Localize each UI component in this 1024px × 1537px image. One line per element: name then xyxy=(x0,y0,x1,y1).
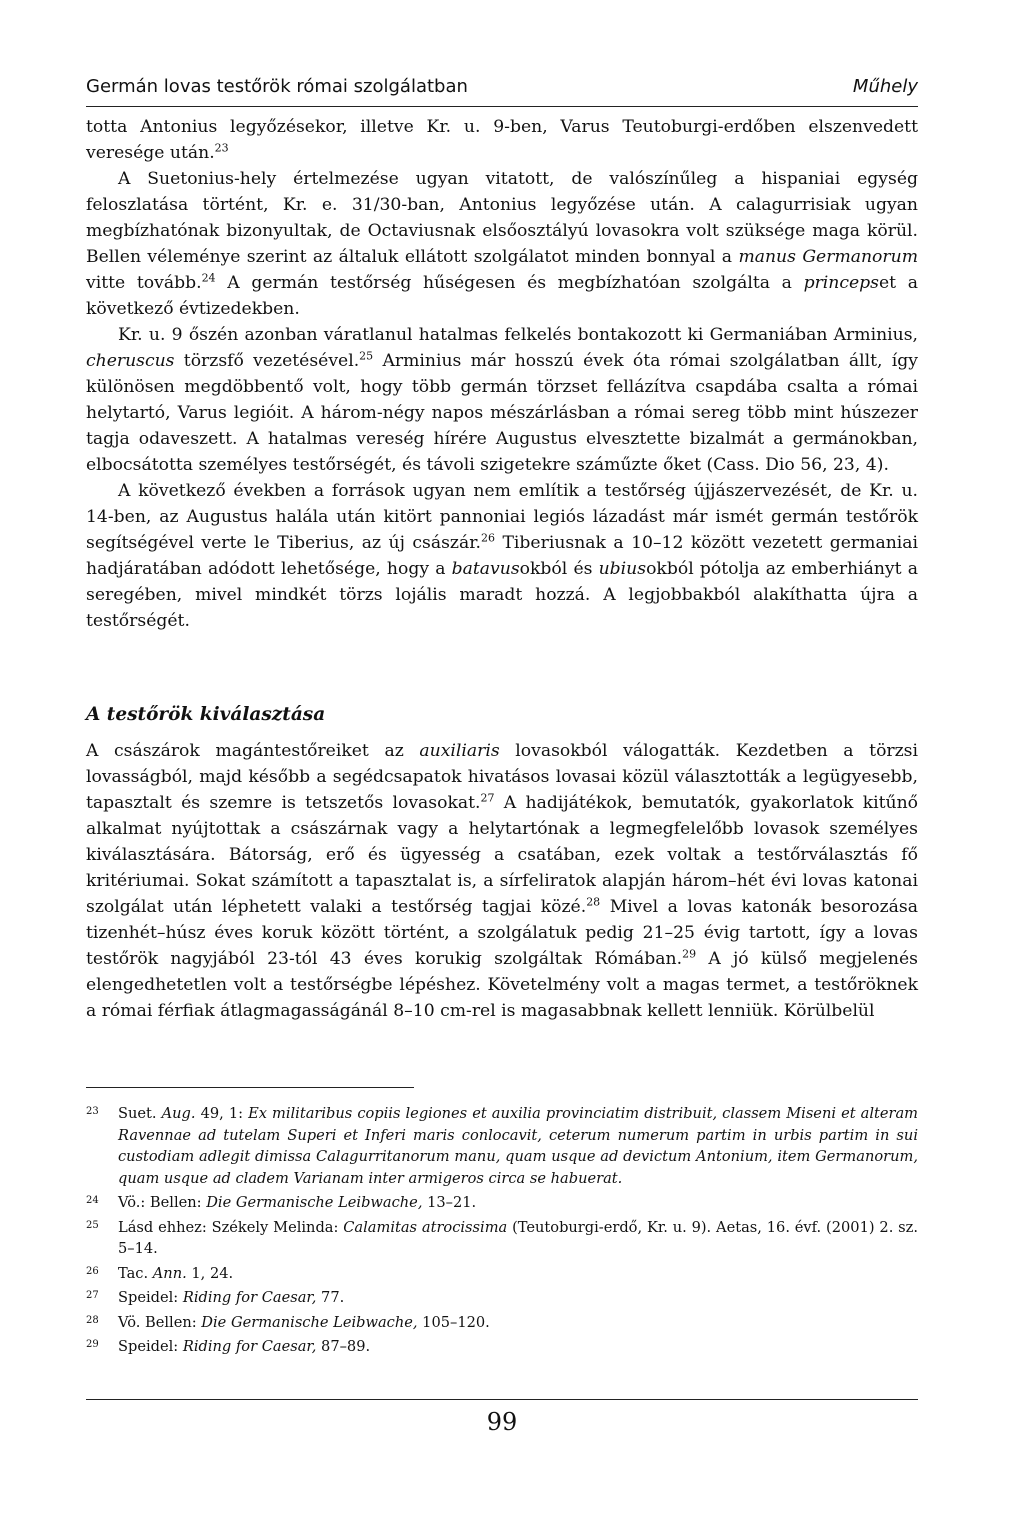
text-run: et a következő évtizedekben. xyxy=(86,273,919,319)
italic-term: Die Germanische Leibwache, xyxy=(206,1194,423,1211)
italic-term: batavus xyxy=(451,559,520,579)
italic-term: auxiliaris xyxy=(419,741,500,761)
footnote-24 xyxy=(86,1192,918,1214)
text-run: 49, 1: xyxy=(195,1105,249,1122)
paragraph-1 xyxy=(86,114,918,166)
text-run: 1, 24. xyxy=(186,1264,234,1282)
footnotes xyxy=(86,1103,918,1361)
text-run: Arminius már hosszú évek óta római szolgálatban állt, így különösen megdöbbentő volt, hogy több germán törzset fellázítva csapdába csalta a római helytartó, Varus legióit. A három-négy napos mészárlásban a római sereg több mint húszezer tagja odaveszett. A hatalmas vereség hírére Augustus elvesztette bizalmát a germánokban, elbocsátotta személyes testőrségét, és távoli szigetekre száműzte őket (Cass. Dio 56, 23, 4). xyxy=(86,351,918,475)
paragraph-5 xyxy=(86,738,918,1024)
paragraph-2 xyxy=(86,166,918,322)
text-run: Vö. Bellen: xyxy=(118,1313,202,1331)
footnote-26 xyxy=(86,1263,918,1285)
body-text-section xyxy=(86,738,918,1024)
footnote-29 xyxy=(86,1336,918,1358)
italic-term: manus Germanorum xyxy=(738,247,918,267)
text-run: Suet. xyxy=(118,1105,162,1122)
page-number: 99 xyxy=(486,1408,518,1436)
footnote-number: 26 xyxy=(86,1265,99,1277)
text-run: Mivel a lovas katonák besorozása tizenhét–húsz éves koruk között történt, a szolgálatuk pedig 21–25 évig tartott, így a lovas testőrök nagyjából 23-tól 43 éves korukig szolgáltak Rómában. xyxy=(86,897,918,969)
italic-term: Ann. xyxy=(152,1264,187,1282)
italic-term: Riding for Caesar, xyxy=(182,1338,317,1355)
italic-term: Calamitas atrocissima xyxy=(343,1218,508,1236)
text-run: Vö.: Bellen: xyxy=(118,1194,207,1211)
text-run: 87–89. xyxy=(316,1338,371,1355)
text-run: totta Antonius legyőzésekor, illetve Kr. u. 9-ben, Varus Teutoburgi-erdőben elszenvedett veresége után. xyxy=(86,117,918,163)
running-title: Germán lovas testőrök római szolgálatban xyxy=(86,76,468,97)
page-footer xyxy=(86,1399,918,1436)
italic-term: ubius xyxy=(598,559,647,579)
text-run: (Teutoburgi-erdő, Kr. u. 9). Aetas, 16. évf. (2001) 2. sz. 5–14. xyxy=(118,1218,918,1257)
footnote-ref: 27 xyxy=(480,791,495,805)
footnote-ref: 23 xyxy=(214,141,229,155)
footnote-23 xyxy=(86,1103,918,1189)
footnote-25 xyxy=(86,1217,918,1260)
footnote-separator xyxy=(86,1087,414,1088)
italic-term: Riding for Caesar, xyxy=(182,1289,317,1306)
text-run: okból és xyxy=(519,559,599,579)
text-run: A Suetonius-hely értelmezése ugyan vitatott, de valószínűleg a hispaniai egység feloszlatása történt, Kr. e. 31/30-ban, Antonius legyőzése után. A calagurrisiak ugyan megbízhatónak bizonyultak, de Octaviusnak elsőosztályú lovasokra volt szüksége maga körül. Bellen véleménye szerint az általuk ellátott szolgálatot minden bonnyal a xyxy=(86,169,918,267)
text-run: vitte tovább. xyxy=(86,273,202,293)
text-run: törzsfő vezetésével. xyxy=(174,351,360,371)
text-run: Speidel: xyxy=(118,1338,183,1355)
italic-quote: Ex militaribus copiis legiones et auxilia provinciatim distribuit, classem Miseni et alteram Ravennae ad tutelam Superi et Inferi maris conlocavit, ceterum numerum partim in urbis partim in sui custodiam adlegit dimissa Calagurritanorum manu, quam usque ad devictum Antonium, item Germanorum, quam usque ad cladem Varianam inter armigeros circa se habuerat. xyxy=(118,1105,918,1187)
text-run: A hadijátékok, bemutatók, gyakorlatok kitűnő alkalmat nyújtottak a császárnak vagy a helytartónak a legmegfelelőbb lovasok személyes kiválasztására. Bátorság, erő és ügyesség a csatában, ezek voltak a testőrválasztás fő kritériumai. Sokat számított a tapasztalat is, a sírfeliratok alapján három–hét évi lovas katonai szolgálat után léphetett valaki a testőrség tagjai közé. xyxy=(86,793,919,917)
italic-term: cheruscus xyxy=(86,351,175,371)
section-label: Műhely xyxy=(852,76,918,97)
footnote-number: 25 xyxy=(86,1219,99,1231)
footnote-ref: 29 xyxy=(682,947,697,961)
text-run: A jó külső megjelenés elengedhetetlen volt a testőrségbe lépéshez. Követelmény volt a magas termet, a testőröknek a római férfiak átlagmagasságánál 8–10 cm-rel is magasabbnak kellett lenniük. Körülbelül xyxy=(86,949,918,1021)
text-run: A császárok magántestőreiket az xyxy=(86,741,420,761)
footnote-27 xyxy=(86,1287,918,1309)
text-run: 105–120. xyxy=(417,1313,490,1331)
footnote-number: 27 xyxy=(86,1290,99,1301)
footnote-number: 24 xyxy=(86,1195,99,1206)
footnote-number: 28 xyxy=(86,1314,99,1326)
italic-term: Die Germanische Leibwache, xyxy=(201,1313,418,1331)
footnote-ref: 28 xyxy=(586,895,601,909)
italic-term: Aug. xyxy=(161,1105,196,1122)
paragraph-4 xyxy=(86,478,918,634)
text-run: 77. xyxy=(316,1289,345,1306)
paragraph-3 xyxy=(86,322,918,478)
running-header xyxy=(86,76,918,107)
body-text-top xyxy=(86,114,918,634)
text-run: Kr. u. 9 őszén azonban váratlanul hatalmas felkelés bontakozott ki Germaniában Arminius, xyxy=(118,325,918,345)
text-run: Speidel: xyxy=(118,1289,183,1306)
text-run: Tiberiusnak a 10–12 között vezetett germaniai hadjáratában adódott lehetősége, hogy a xyxy=(86,533,919,579)
text-run: 13–21. xyxy=(422,1194,477,1211)
footnote-ref: 24 xyxy=(201,271,216,285)
text-run: Tac. xyxy=(118,1264,153,1282)
text-run: Lásd ehhez: Székely Melinda: xyxy=(118,1218,344,1236)
footnote-ref: 26 xyxy=(481,531,496,545)
footnote-number: 29 xyxy=(86,1339,99,1350)
footnote-28 xyxy=(86,1312,918,1334)
text-run: A germán testőrség hűségesen és megbízhatóan szolgálta a xyxy=(215,273,804,293)
section-heading: A testőrök kiválasztása xyxy=(86,704,326,725)
text-run: lovasokból válogatták. Kezdetben a törzsi lovasságból, majd később a segédcsapatok hivatásos lovasai közül választották a legügyesebb, tapasztalt és szemre is tetszetős lovasokat. xyxy=(86,741,919,813)
italic-term: princeps xyxy=(803,273,879,293)
text-run: A következő években a források ugyan nem említik a testőrség újjászervezését, de Kr. u. 14-ben, az Augustus halála után kitört pannoniai legiós lázadást már ismét germán testőrök segítségével verte le Tiberius, az új császár. xyxy=(86,481,918,553)
footnote-number: 23 xyxy=(86,1106,99,1117)
footnote-ref: 25 xyxy=(359,349,374,363)
text-run: okból pótolja az emberhiányt a seregében, mivel mindkét törzs lojális maradt hozzá. A legjobbakból alakíthatta újra a testőrségét. xyxy=(86,559,918,631)
